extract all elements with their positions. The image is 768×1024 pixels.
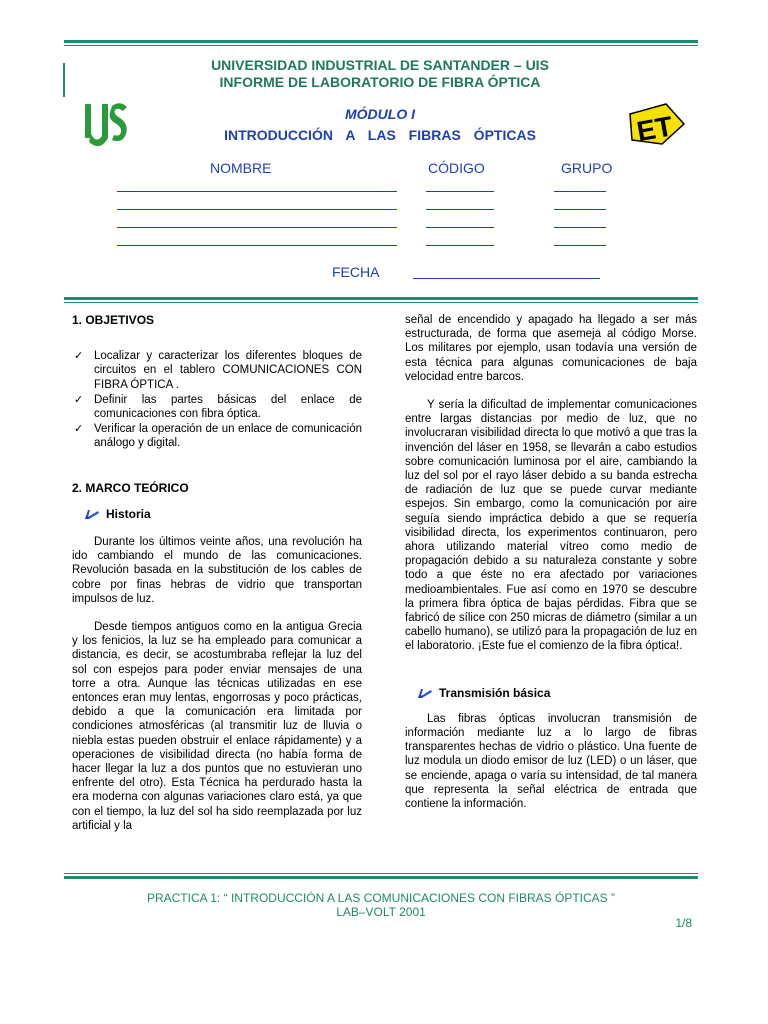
label-nombre: NOMBRE [210, 160, 272, 176]
objectives-list [72, 349, 362, 450]
codigo-line-3[interactable] [426, 226, 494, 228]
et-logo [626, 100, 688, 148]
footer-practice-title: PRACTICA 1: “ INTRODUCCIÓN A LAS COMUNICACIONES CON FIBRAS ÓPTICAS ” [146, 891, 616, 905]
university-name: UNIVERSIDAD INDUSTRIAL DE SANTANDER – UIS [211, 57, 549, 73]
top-rule [64, 40, 698, 46]
module-heading [150, 106, 610, 143]
report-title: INFORME DE LABORATORIO DE FIBRA ÓPTICA [219, 74, 541, 90]
footer-lab: LAB–VOLT 2001 [336, 905, 426, 919]
codigo-line-4[interactable] [426, 244, 494, 246]
label-grupo: GRUPO [561, 160, 613, 176]
grupo-line-1[interactable] [554, 190, 606, 192]
section-marco-title: 2. MARCO TEÓRICO [72, 480, 189, 495]
paragraph-historia-1: Durante los últimos veinte años, una revolución ha ido cambiando el mundo de las comunicaciones. Revolución basada en la substitución de los cables de cobre por finas hebras de vidrio que transportan impulsos de luz. [72, 536, 362, 605]
subsection-historia: Historia [72, 507, 362, 521]
bottom-rule [64, 873, 698, 879]
margin-bar [63, 63, 65, 97]
et-logo-text: ET [634, 110, 676, 148]
codigo-line-1[interactable] [426, 190, 494, 192]
nombre-line-3[interactable] [117, 226, 397, 228]
uis-logo [82, 98, 130, 148]
paragraph-historia-2: Desde tiempos antiguos como en la antigua Grecia y los fenicios, la luz se ha empleado para comunicar a distancia, es decir, se acostumbraba reflejar la luz del sol con espejos para poder enviar mensajes de una torre a otra. Aunque las técnicas utilizadas en ese entonces eran muy lentas, engorrosas y poco prácticas, debido a que la comunicación era limitada por condiciones atmosféricas (al transmitir luz de lluvia o niebla estas pueden obstruir el enlace rápidamente) y a operaciones de visibilidad directa (no había forma de hacer llegar la luz a dos puntos que no estuvieran uno enfrente del otro). Esta Técnica ha perdurado hasta la era moderna con algunas variaciones claro está, ya que con el tiempo, la luz del sol ha sido reemplazada por luz artificial y la [72, 621, 362, 832]
section-objetivos-title: 1. OBJETIVOS [72, 313, 155, 327]
right-column [405, 313, 697, 811]
pen-icon [84, 508, 100, 520]
uis-logo-text: UIS [82, 98, 84, 99]
label-fecha: FECHA [332, 264, 380, 280]
codigo-line-2[interactable] [426, 208, 494, 210]
objective-item: ✓ Definir las partes básicas del enlace de comunicaciones con fibra óptica. [74, 393, 362, 421]
module-title: INTRODUCCIÓN A LAS FIBRAS ÓPTICAS [224, 127, 536, 143]
label-codigo: CÓDIGO [428, 160, 485, 176]
checkmark-icon: ✓ [74, 423, 84, 436]
objective-item: ✓ Localizar y caracterizar los diferentes bloques de circuitos en el tablero COMUNICACIONES CON FIBRA ÓPTICA . [74, 350, 362, 391]
paragraph-right-2: Y sería la dificultad de implementar comunicaciones entre largas distancias por medio de luz, que no involucraran visibilidad directa lo que motivó a que tras la invención del láser en 1958, se llevarán a cabo estudios sobre comunicación luminosa por el aire, cambiando la luz del sol por el rayo láser debido a su banda estrecha de radiación de luz que se puede curvar mediante espejos. Sin embargo, como la comunicación por aire seguía siendo impráctica debido a que se requería visibilidad directa, los experimentos continuaron, pero ahora utilizando material vítreo como medio de propagación debido a su naturaleza constante y sobre todo a que éste no era afectado por variaciones medioambientales. Fue así como en 1970 se descubre la primera fibra óptica de bajas pérdidas. Fibra que se fabricó de sílice con 250 micras de diámetro (similar a un cabello humano), se utilizó para la propagación de luz en el laboratorio. ¡Este fue el comienzo de la fibra óptica!. [405, 399, 697, 653]
fecha-line[interactable] [413, 277, 600, 279]
pen-icon [417, 687, 433, 699]
checkmark-icon: ✓ [74, 350, 84, 363]
left-column [72, 313, 362, 833]
nombre-line-4[interactable] [117, 244, 397, 246]
middle-rule [64, 297, 698, 303]
paragraph-transmision: Las fibras ópticas involucran transmisión de información mediante luz a lo largo de fibras transparentes hechas de vidrio o plástico. Una fuente de luz modula un diodo emisor de luz (LED) o un láser, que se enciende, apaga o varía su intensidad, de tal manera que representa la señal eléctrica de entrada que contiene la información. [405, 712, 697, 811]
checkmark-icon: ✓ [74, 393, 84, 406]
grupo-line-4[interactable] [554, 244, 606, 246]
grupo-line-2[interactable] [554, 208, 606, 210]
subsection-transmision: Transmisión básica [405, 686, 697, 700]
header-title [150, 57, 610, 91]
nombre-line-2[interactable] [117, 208, 397, 210]
nombre-line-1[interactable] [117, 190, 397, 192]
objective-item: ✓ Verificar la operación de un enlace de comunicación análogo y digital. [74, 423, 362, 450]
page-number: 1/8 [675, 916, 692, 930]
grupo-line-3[interactable] [554, 226, 606, 228]
module-number: MÓDULO I [345, 106, 415, 122]
footer [64, 891, 698, 919]
paragraph-right-1: señal de encendido y apagado ha llegado a ser más estructurada, de forma que asemeja al código Morse. Los militares por ejemplo, usan todavía una versión de esta técnica para algunas comunicaciones de baja velocidad entre barcos. [405, 314, 697, 383]
